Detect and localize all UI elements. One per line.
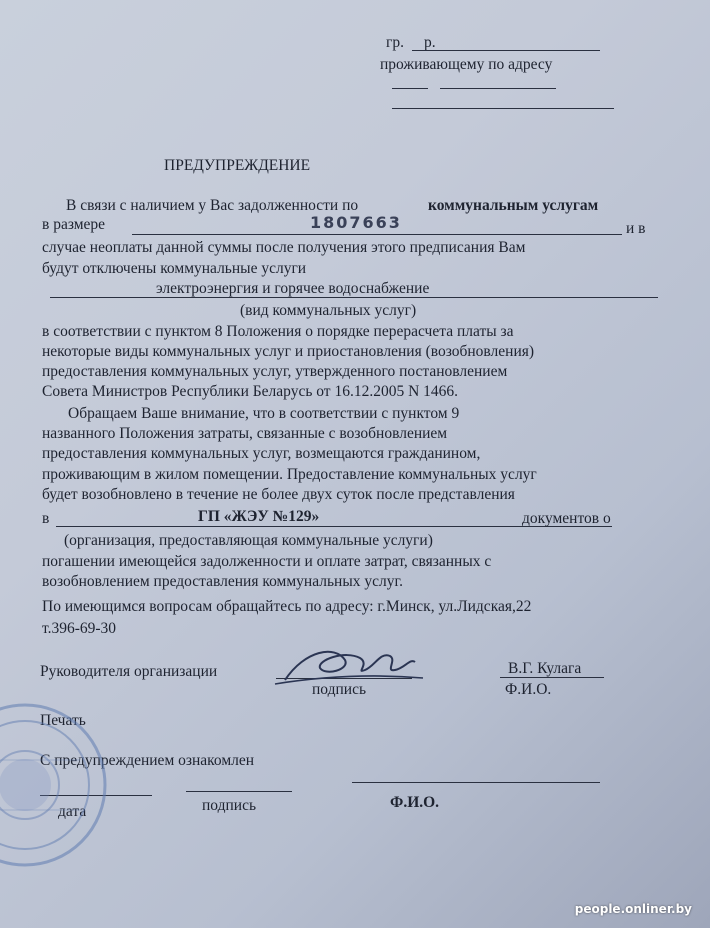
p2-line-3: предоставления коммунальных услуг, утвержденного постановлением — [42, 363, 508, 380]
address-line-1b — [440, 88, 556, 89]
p3-line-5: будет возобновлено в течение не более двух суток после представления — [42, 486, 515, 503]
date-caption: дата — [58, 803, 87, 820]
document-title: ПРЕДУПРЕЖДЕНИЕ — [164, 157, 311, 174]
recipient-name-line — [412, 50, 600, 51]
ack-fio-caption: Ф.И.О. — [390, 794, 440, 811]
ack-fio-line — [352, 782, 600, 783]
amount-handwritten: 1807663 — [310, 213, 402, 232]
p1-start: В связи с наличием у Вас задолженности по — [66, 197, 359, 214]
p2-line-2: некоторые виды коммунальных услуг и приостановления (возобновления) — [42, 343, 535, 360]
contact-line-2: т.396-69-30 — [42, 620, 117, 637]
stamp-label: Печать — [40, 712, 86, 729]
p2-line-4: Совета Министров Республики Беларусь от 16.12.2005 N 1466. — [42, 383, 459, 400]
org-suffix: документов о — [522, 510, 611, 527]
p1-bold: коммунальным услугам — [428, 197, 599, 214]
round-stamp-seal — [0, 700, 110, 870]
head-name-line — [500, 677, 604, 678]
p4-line-2: возобновлением предоставления коммунальных услуг. — [42, 573, 403, 590]
org-prefix: в — [42, 510, 50, 527]
p3-line-4: проживающим в жилом помещении. Предоставление коммунальных услуг — [42, 466, 537, 483]
address-label: проживающему по адресу — [380, 56, 553, 73]
p4-line-1: погашении имеющейся задолженности и оплате затрат, связанных с — [42, 553, 492, 570]
sign-caption: подпись — [312, 681, 367, 698]
head-name: В.Г. Кулага — [508, 660, 582, 677]
contact-line-1: По имеющимся вопросам обращайтесь по адресу: г.Минск, ул.Лидская,22 — [42, 598, 532, 615]
ack-label: С предупреждением ознакомлен — [40, 752, 255, 769]
head-label: Руководителя организации — [40, 663, 218, 680]
line3: случае неоплаты данной суммы после получения этого предписания Вам — [42, 239, 526, 256]
address-line-2 — [392, 108, 614, 109]
p2-line-1: в соответствии с пунктом 8 Положения о порядке перерасчета платы за — [42, 323, 514, 340]
amount-line — [132, 234, 622, 235]
services-caption: (вид коммунальных услуг) — [240, 302, 417, 319]
address-line-1a — [392, 88, 428, 89]
amount-suffix: и в — [626, 220, 646, 237]
fio-caption: Ф.И.О. — [505, 681, 552, 698]
p3-line-2: названного Положения затраты, связанные с возобновлением — [42, 425, 448, 442]
org-name: ГП «ЖЭУ №129» — [198, 508, 320, 525]
org-caption: (организация, предоставляющая коммунальные услуги) — [64, 532, 433, 549]
ack-sign-line — [186, 791, 292, 792]
gr-value: р. — [424, 34, 436, 51]
p3-line-3: предоставления коммунальных услуг, возмещаются гражданином, — [42, 445, 481, 462]
gr-prefix: гр. — [386, 34, 404, 51]
services-value: электроэнергия и горячее водоснабжение — [156, 280, 430, 297]
amount-label: в размере — [42, 216, 106, 233]
watermark: people.onliner.by — [574, 902, 692, 916]
p3-line-1: Обращаем Ваше внимание, что в соответствии с пунктом 9 — [68, 405, 460, 422]
line4: будут отключены коммунальные услуги — [42, 260, 307, 277]
ack-sign-caption: подпись — [202, 797, 257, 814]
